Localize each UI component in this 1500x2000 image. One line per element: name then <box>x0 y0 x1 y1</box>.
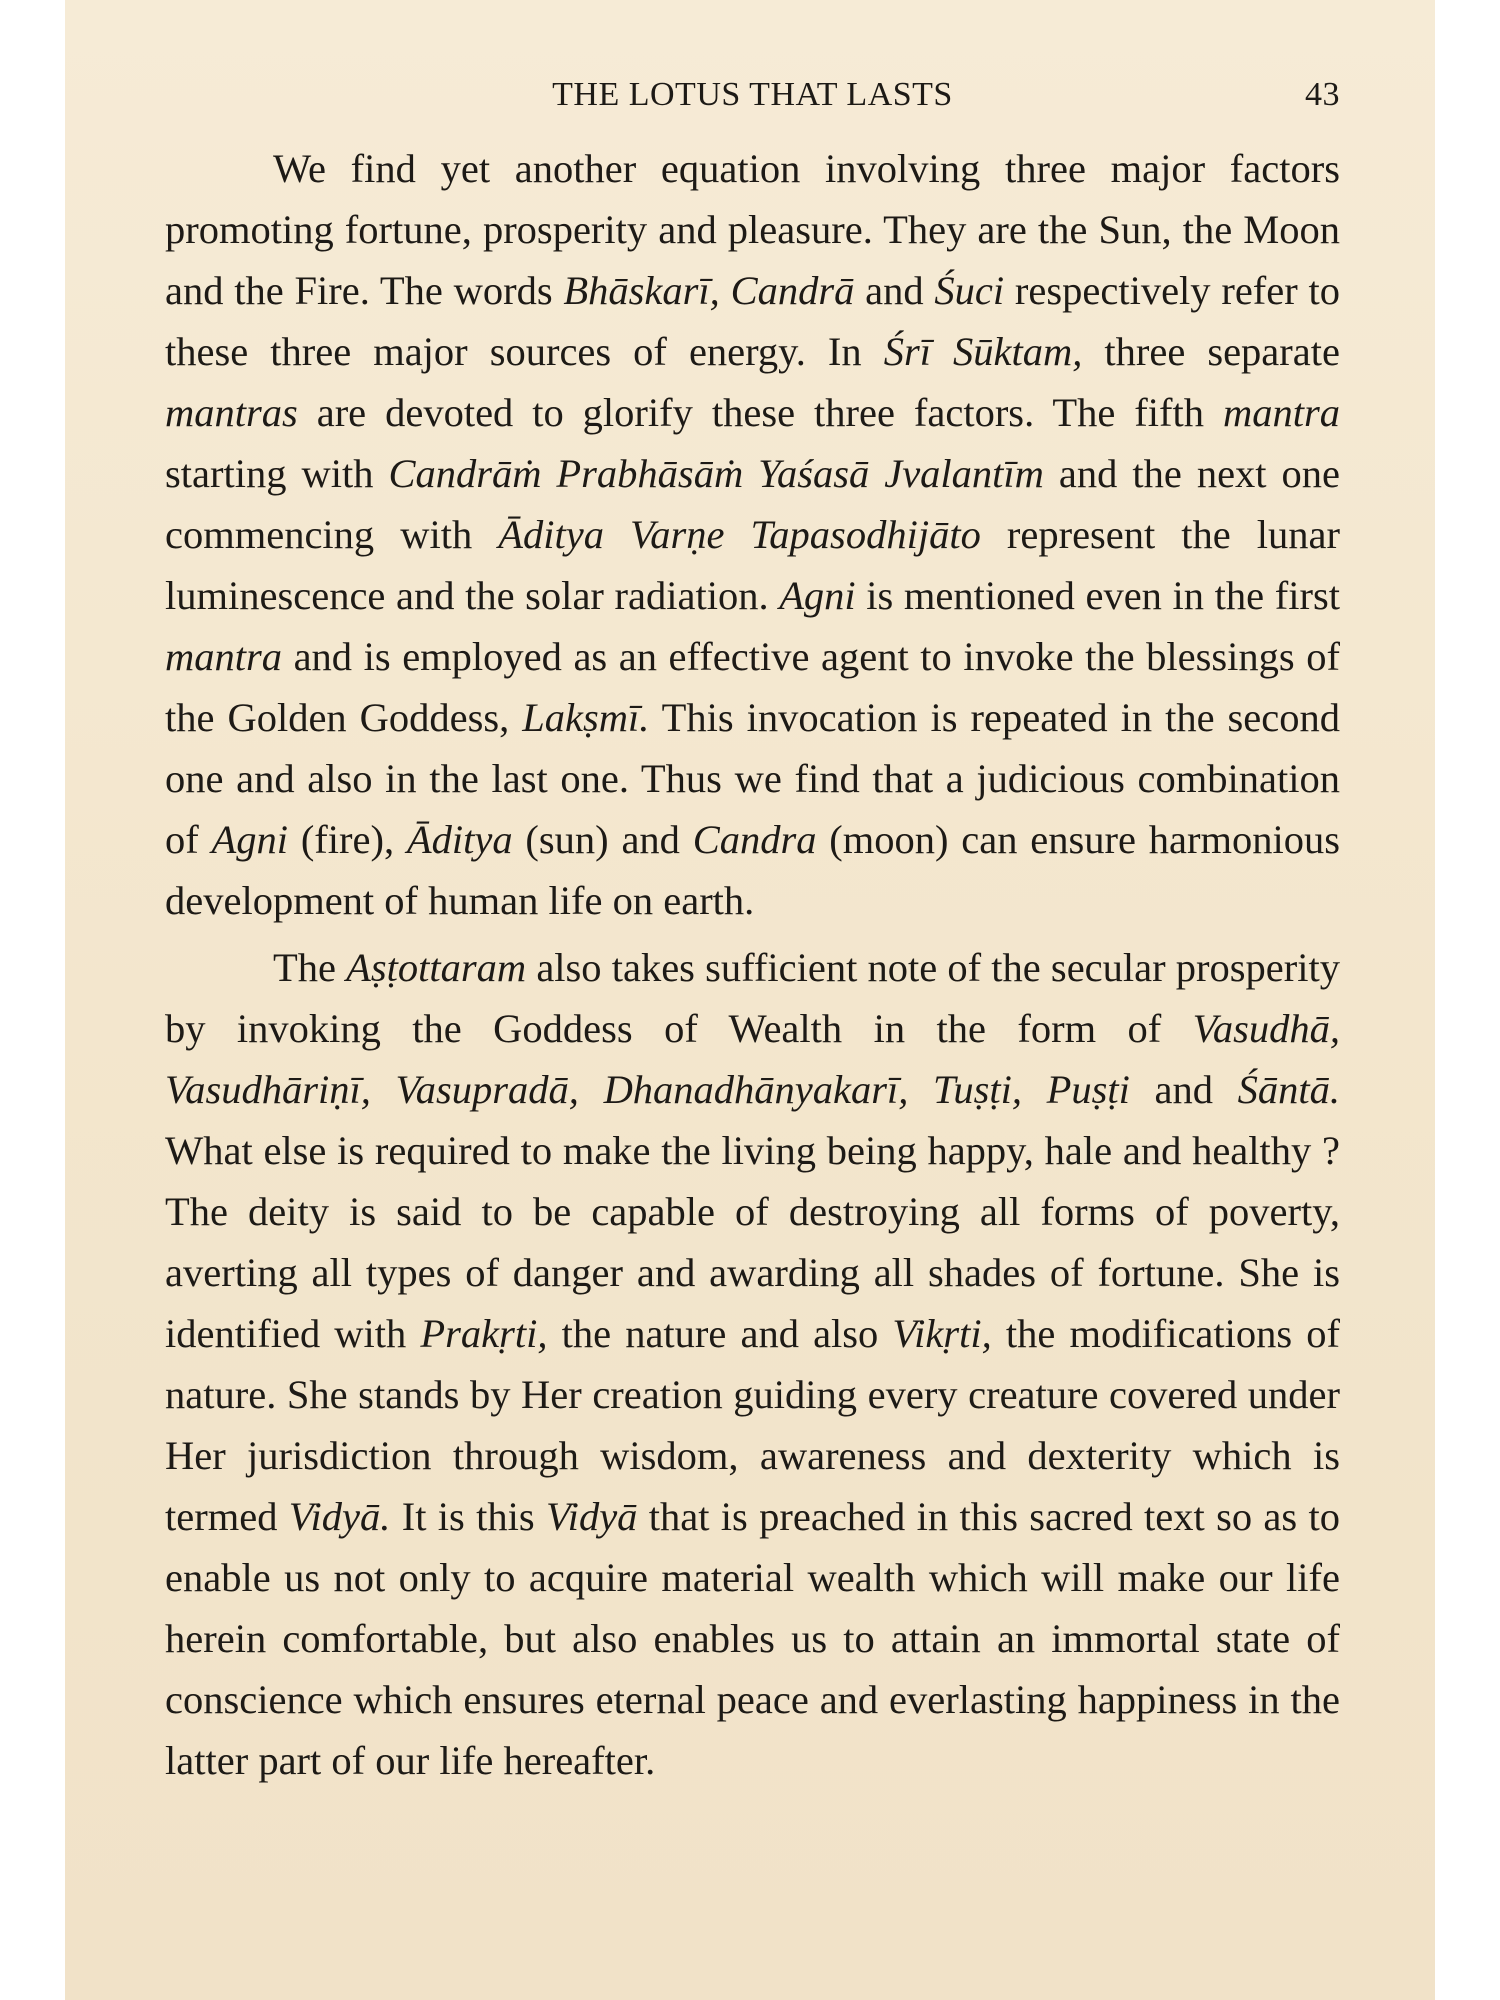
italic-term: Vikṛti, <box>892 1311 992 1356</box>
text-run: What else is required to make the living being happy, hale and healthy ? The deity is said to be capable of destroying all forms of poverty, averting all types of danger and awarding all shades of fortune. She is identified with <box>165 1128 1340 1356</box>
italic-term: Aṣṭottaram <box>346 945 527 990</box>
text-run: We find yet another equation involving three major factors promoting fortune, prosperity and pleasure. They are the Sun, the Moon and the Fire. The words <box>165 146 1340 313</box>
text-run <box>720 268 731 313</box>
text-run: three separate <box>1082 329 1340 374</box>
italic-term: Āditya <box>406 817 513 862</box>
book-page <box>65 0 1435 2000</box>
text-run: and the next one commencing with <box>165 451 1340 557</box>
text-run: are devoted to glorify these three factors. The fifth <box>297 390 1223 435</box>
text-run: The <box>273 945 347 990</box>
italic-term: mantra <box>165 634 283 679</box>
italic-term: Prakṛti, <box>420 1311 548 1356</box>
running-header <box>165 70 1340 130</box>
page-number: 43 <box>1305 76 1340 113</box>
italic-term: Agni <box>211 817 289 862</box>
italic-term: Bhāskarī, <box>563 268 720 313</box>
text-run: the modifications of nature. She stands by Her creation guiding every creature covered under Her jurisdiction through wisdom, awareness and dexterity which is termed <box>165 1311 1341 1539</box>
text-run: (sun) and <box>512 817 693 862</box>
text-run: and is employed as an effective agent to invoke the blessings of the Golden Goddess, <box>165 634 1340 740</box>
text-run: This invocation is repeated in the second one and also in the last one. Thus we find that a judicious combination of <box>165 695 1341 862</box>
italic-term: Candrāṁ Prabhāsāṁ Yaśasā Jvalantīm <box>388 451 1044 496</box>
italic-term: Śāntā. <box>1237 1067 1340 1112</box>
italic-term: Vidyā. <box>288 1494 391 1539</box>
italic-term: Āditya Varṇe Tapasodhijāto <box>498 512 981 557</box>
italic-term: mantras <box>165 390 298 435</box>
italic-term: mantra <box>1222 390 1340 435</box>
text-run: and <box>1129 1067 1238 1112</box>
italic-term: Candrā <box>730 268 855 313</box>
text-run: It is this <box>390 1494 546 1539</box>
text-run: and <box>854 268 935 313</box>
body-text <box>165 138 1340 1791</box>
text-run: starting with <box>165 451 389 496</box>
text-run: (moon) can ensure harmonious development of human life on earth. <box>165 817 1340 923</box>
running-title: THE LOTUS THAT LASTS <box>552 76 953 113</box>
text-run: (fire), <box>288 817 407 862</box>
italic-term: Lakṣmī. <box>522 695 650 740</box>
italic-term: Śuci <box>934 268 1005 313</box>
text-run: the nature and also <box>547 1311 893 1356</box>
text-run: respectively refer to these three major sources of energy. In <box>165 268 1341 374</box>
paragraph-2 <box>165 937 1340 1791</box>
italic-term: Vidyā <box>545 1494 638 1539</box>
paragraph-1 <box>165 138 1340 931</box>
italic-term: Vasudhā, Vasudhāriṇī, Vasupradā, Dhanadhānyakarī, Tuṣṭi, Puṣṭi <box>165 1006 1340 1112</box>
text-run: also takes sufficient note of the secular prosperity by invoking the Goddess of Wealth in the form of <box>165 945 1340 1051</box>
text-run: represent the lunar luminescence and the solar radiation. <box>165 512 1341 618</box>
text-run: is mentioned even in the first <box>855 573 1340 618</box>
italic-term: Candra <box>692 817 817 862</box>
italic-term: Agni <box>779 573 856 618</box>
italic-term: Śrī Sūktam, <box>883 329 1083 374</box>
text-run: that is preached in this sacred text so as to enable us not only to acquire material wealth which will make our life herein comfortable, but also enables us to attain an immortal state of conscience which ensures eternal peace and everlasting happiness in the latter part of our life hereafter. <box>165 1494 1340 1783</box>
